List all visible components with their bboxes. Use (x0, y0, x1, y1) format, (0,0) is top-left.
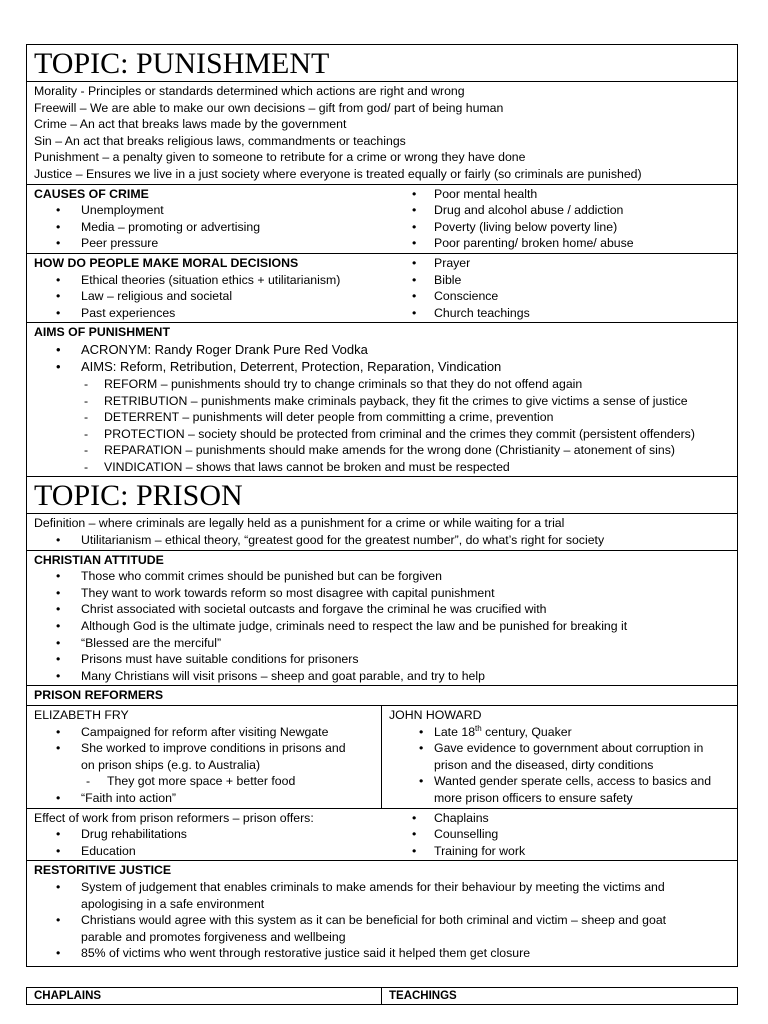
list-item: • Unemployment (34, 202, 376, 219)
list-item: • Poor mental health (382, 186, 731, 203)
list-item-text: apologising in a safe environment (81, 896, 265, 911)
definitions (27, 82, 737, 184)
aim-detail: - PROTECTION – society should be protected from criminal and the crimes they commit (persistent offenders) (34, 426, 731, 443)
teachings-heading: TEACHINGS (389, 990, 457, 1002)
aim-detail: - VINDICATION – shows that laws cannot be broken and must be respected (34, 459, 731, 476)
list-item-text: century, Quaker (481, 724, 572, 739)
list-item: • AIMS: Reform, Retribution, Deterrent, Protection, Reparation, Vindication (34, 358, 731, 376)
prison-reformers-heading-box (26, 686, 738, 706)
list-item-text: Gave evidence to government about corruption in (434, 741, 704, 756)
list-item: • Ethical theories (situation ethics + utilitarianism) (34, 272, 376, 289)
chaplains-heading: CHAPLAINS (27, 988, 382, 1004)
list-item-detail: - They got more space + better food (34, 773, 375, 790)
list-item: • Many Christians will visit prisons – sheep and goat parable, and try to help (34, 668, 731, 685)
topic-title: TOPIC: PRISON (27, 477, 737, 514)
definition-freewill: Freewill – We are able to make our own decisions – gift from god/ part of being human (34, 100, 504, 115)
list-item: • Bible (382, 272, 731, 289)
john-howard-col (382, 706, 737, 808)
moral-decisions-section (26, 254, 738, 323)
list-item (34, 740, 375, 773)
list-item: • “Faith into action” (34, 790, 375, 807)
list-item-text: Christians would agree with this system as it can be beneficial for both criminal and victim – sheep and goat (81, 913, 667, 928)
list-item-text: She worked to improve conditions in prisons and (81, 741, 346, 756)
list-item: • Counselling (382, 826, 731, 843)
list-item: • ACRONYM: Randy Roger Drank Pure Red Vodka (34, 341, 731, 359)
list-item (34, 879, 731, 912)
list-item (389, 740, 731, 773)
list-item (34, 912, 731, 945)
list-item: • Poor parenting/ broken home/ abuse (382, 235, 731, 252)
list-item: • Utilitarianism – ethical theory, “greatest good for the greatest number”, do what’s right for society (34, 532, 731, 549)
effect-right-col (382, 809, 737, 861)
list-item: • Christ associated with societal outcasts and forgave the criminal he was crucified with (34, 601, 731, 618)
list-item: • Prayer (382, 255, 731, 272)
causes-right-col (382, 185, 737, 253)
section-heading: PRISON REFORMERS (34, 688, 164, 703)
topic-title: TOPIC: PUNISHMENT (27, 45, 737, 82)
definition-crime: Crime – An act that breaks laws made by the government (34, 117, 347, 132)
aims-of-punishment-section (26, 323, 738, 477)
list-item: • Campaigned for reform after visiting Newgate (34, 724, 375, 741)
aim-detail: - DETERRENT – punishments will deter people from committing a crime, prevention (34, 409, 731, 426)
list-item (389, 724, 731, 741)
definition-punishment: Punishment – a penalty given to someone to retribute for a crime or wrong they have done (34, 150, 526, 165)
definition-morality: Morality - Principles or standards determined which actions are right and wrong (34, 84, 465, 98)
section-heading: CHRISTIAN ATTITUDE (34, 552, 164, 567)
list-item: • Conscience (382, 288, 731, 305)
list-item: • Education (34, 843, 376, 860)
list-item: • Drug and alcohol abuse / addiction (382, 202, 731, 219)
moral-left-col (27, 254, 382, 322)
list-item-text: parable and promotes forgiveness and wellbeing (81, 929, 346, 944)
list-item-text: Wanted gender sperate cells, access to basics and (434, 774, 712, 789)
restorative-justice-section (26, 861, 738, 967)
causes-left-col (27, 185, 382, 253)
chaplains-teachings-table (26, 987, 738, 1005)
list-item-text: more prison officers to ensure safety (434, 790, 633, 805)
list-item-text: System of judgement that enables criminals to make amends for their behaviour by meeting the victims and (81, 879, 665, 894)
list-item: • Past experiences (34, 305, 376, 322)
list-item: • Chaplains (382, 810, 731, 827)
list-item-text: prison and the diseased, dirty conditions (434, 757, 654, 772)
effect-intro: Effect of work from prison reformers – prison offers: (34, 810, 314, 825)
revision-sheet (26, 44, 738, 967)
list-item: • Church teachings (382, 305, 731, 322)
section-heading: CAUSES OF CRIME (34, 186, 149, 201)
effect-left-col (27, 809, 382, 861)
list-item: • Prisons must have suitable conditions for prisoners (34, 651, 731, 668)
causes-of-crime-section (26, 185, 738, 254)
reformers-effect-section (26, 809, 738, 862)
list-item (389, 773, 731, 806)
punishment-title-box (26, 44, 738, 185)
reformer-name: ELIZABETH FRY (34, 708, 129, 722)
definition-justice: Justice – Ensures we live in a just society where everyone is treated equally or fairly (so criminals are punished) (34, 166, 642, 181)
list-item: • Training for work (382, 843, 731, 860)
prison-reformers-section (26, 706, 738, 809)
elizabeth-fry-col (27, 706, 382, 808)
section-heading: AIMS OF PUNISHMENT (34, 325, 170, 340)
christian-attitude-section (26, 551, 738, 687)
list-item: • They want to work towards reform so most disagree with capital punishment (34, 585, 731, 602)
moral-right-col (382, 254, 737, 322)
list-item: • Peer pressure (34, 235, 376, 252)
prison-title-box (26, 477, 738, 550)
definition-sin: Sin – An act that breaks religious laws, commandments or teachings (34, 133, 406, 148)
aim-detail: - REFORM – punishments should try to change criminals so that they do not offend again (34, 376, 731, 393)
list-item: • Law – religious and societal (34, 288, 376, 305)
list-item: • Media – promoting or advertising (34, 219, 376, 236)
list-item: • Poverty (living below poverty line) (382, 219, 731, 236)
list-item-text: on prison ships (e.g. to Australia) (81, 757, 261, 772)
list-item: • 85% of victims who went through restorative justice said it helped them get closure (34, 945, 731, 962)
aim-detail: - REPARATION – punishments should make amends for the wrong done (Christianity – atonement of sins) (34, 442, 731, 459)
list-item: • Drug rehabilitations (34, 826, 376, 843)
superscript: th (475, 723, 482, 733)
list-item: • “Blessed are the merciful” (34, 635, 731, 652)
list-item: • Although God is the ultimate judge, criminals need to respect the law and be punished for breaking it (34, 618, 731, 635)
list-item: • Those who commit crimes should be punished but can be forgiven (34, 568, 731, 585)
section-heading: HOW DO PEOPLE MAKE MORAL DECISIONS (34, 255, 299, 270)
prison-definition: Definition – where criminals are legally held as a punishment for a crime or while waiting for a trial (34, 516, 565, 531)
reformer-name: JOHN HOWARD (389, 708, 482, 722)
aim-detail: - RETRIBUTION – punishments make criminals payback, they fit the crimes to give victims a sense of justice (34, 393, 731, 410)
list-item-text: Late 18 (434, 724, 476, 739)
section-heading: RESTORITIVE JUSTICE (34, 863, 172, 878)
